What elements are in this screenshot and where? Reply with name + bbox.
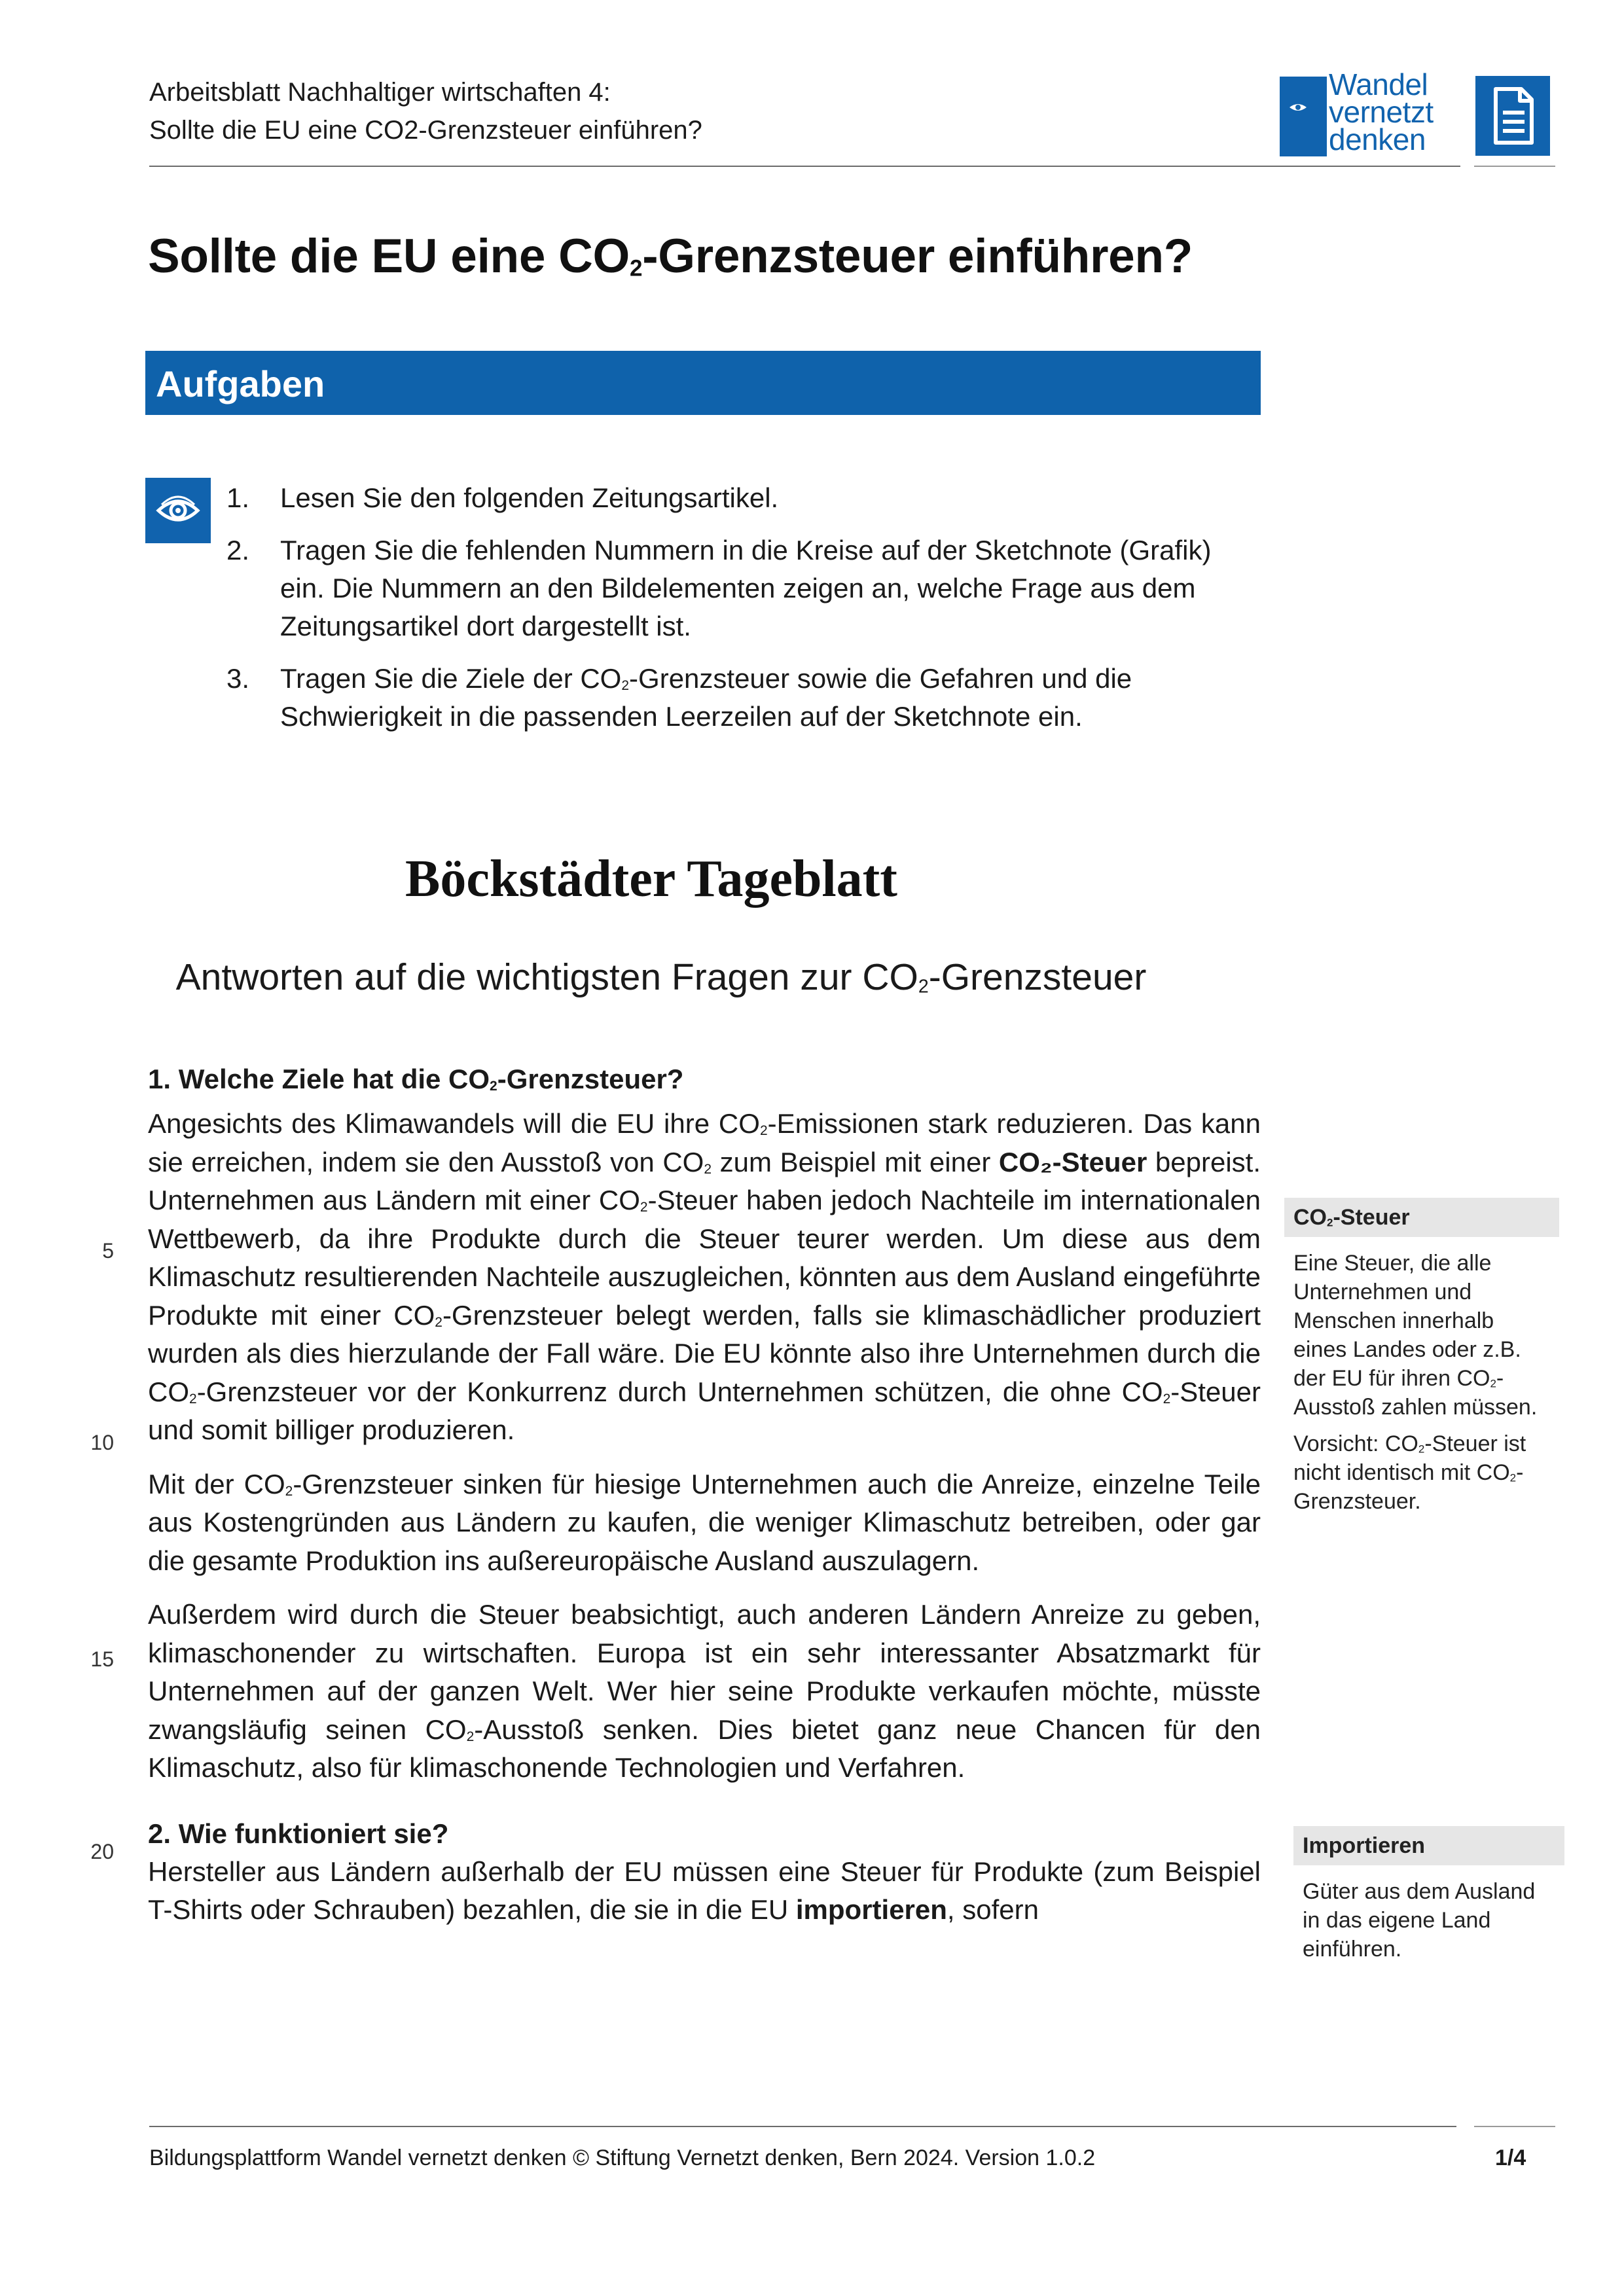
logo-word-3: denken bbox=[1329, 122, 1426, 156]
glossary-term: $CO_2$-Steuer bbox=[1284, 1198, 1559, 1237]
task-list bbox=[226, 479, 1248, 750]
tasks-heading-bar bbox=[145, 351, 1261, 415]
glossary-text: Güter aus dem Ausland in das eigene Land einführen. bbox=[1303, 1879, 1536, 1962]
header-rule bbox=[149, 166, 1460, 167]
line-number: 10 bbox=[90, 1431, 114, 1454]
header-rule-right bbox=[1474, 166, 1555, 167]
task-item bbox=[226, 531, 1248, 645]
task-text: Tragen Sie die fehlenden Nummern in die Kreise auf der Sketchnote (Grafik) ein. Die Nummern an den Bildelementen zeigen an, welche Frage aus dem Zeitungsartikel dort dargestellt ist. bbox=[280, 535, 1212, 641]
article-paragraph: Mit der $CO_2$-Grenzsteuer sinken für hiesige Unternehmen auch die Anreize, einzelne Teile aus Kostengründen aus Ländern zu kaufen, die weniger Klimaschutz betreiben, oder gar die gesamte Produktion ins außereuropäische Ausland auszulagern. bbox=[148, 1468, 1261, 1576]
page-number: 1/4 bbox=[1495, 2145, 1526, 2170]
page-title: Sollte die EU eine $CO_2$-Grenzsteuer einführen? bbox=[148, 230, 1193, 283]
glossary-definition bbox=[1293, 1865, 1564, 1964]
worksheet-header bbox=[149, 73, 702, 149]
header-line-1: Arbeitsblatt Nachhaltiger wirtschaften 4: bbox=[149, 78, 611, 107]
article-subtitle: Antworten auf die wichtigsten Fragen zur $CO_2$-Grenzsteuer bbox=[175, 956, 1147, 998]
line-number: 20 bbox=[90, 1840, 114, 1863]
logo-wordmark bbox=[1329, 67, 1434, 156]
newspaper-name: Böckstädter Tageblatt bbox=[405, 850, 897, 908]
task-number: 1. bbox=[226, 482, 250, 513]
header-line-2: Sollte die EU eine CO2-Grenzsteuer einführen? bbox=[149, 116, 702, 145]
line-number: 15 bbox=[90, 1647, 114, 1671]
task-text: Tragen Sie die Ziele der $CO_2$-Grenzsteuer sowie die Gefahren und die Schwierigkeit in die passenden Leerzeilen auf der Sketchnote ein. bbox=[280, 663, 1132, 732]
logo-word-1: Wandel bbox=[1329, 67, 1428, 101]
document-button[interactable] bbox=[1475, 76, 1550, 156]
eye-icon bbox=[145, 478, 211, 543]
glossary-text: Eine Steuer, die alle Unternehmen und Menschen innerhalb eines Landes oder z.B. der EU für ihren $CO_2$-Ausstoß zahlen müssen. bbox=[1293, 1251, 1538, 1420]
task-text: Lesen Sie den folgenden Zeitungsartikel. bbox=[280, 482, 779, 513]
task-item bbox=[226, 660, 1248, 736]
logo-mark bbox=[1280, 77, 1327, 156]
glossary-importieren bbox=[1293, 1826, 1564, 1971]
article-paragraph: Außerdem wird durch die Steuer beabsichtigt, auch anderen Ländern Anreize zu geben, klimaschonender zu wirtschaften. Europa ist ein sehr interessanter Absatzmarkt für Unternehmen auf der ganzen Welt. Wer hier seine Produkte verkaufen möchte, müsste zwangsläufig seinen $CO_2$-Ausstoß senken. Dies bietet ganz neue Chancen für den Klimaschutz, also für klimaschonende Technologien und Verfahren. bbox=[148, 1599, 1261, 1783]
article-paragraph: Angesichts des Klimawandels will die EU ihre $CO_2$-Emissionen stark reduzieren. Das kann sie erreichen, indem sie den Ausstoß von $CO_2$ zum Beispiel mit einer CO₂-Steuer bepreist. Unternehmen aus Ländern mit einer $CO_2$-Steuer haben jedoch Nachteile im internationalen Wettbewerb, da ihre Produkte durch die Steuer teurer werden. Um diese aus dem Klimaschutz resultierenden Nachteile auszugleichen, könnten aus dem Ausland eingeführte Produkte mit einer $CO_2$-Grenzsteuer belegt werden, falls sie klimaschädlicher produziert wurden als dies hierzulande der Fall wäre. Die EU könnte also ihre Unternehmen durch die $CO_2$-Grenzsteuer vor der Konkurrenz durch Unternehmen schützen, die ohne $CO_2$-Steuer und somit billiger produzieren. bbox=[148, 1108, 1261, 1445]
document-icon bbox=[1475, 76, 1550, 156]
glossary-co2-steuer bbox=[1284, 1198, 1559, 1524]
tasks-heading: Aufgaben bbox=[156, 363, 325, 404]
footer-rule bbox=[149, 2126, 1456, 2127]
glossary-definition bbox=[1284, 1237, 1559, 1516]
task-item bbox=[226, 479, 1248, 517]
task-number: 2. bbox=[226, 535, 250, 565]
task-number: 3. bbox=[226, 663, 250, 694]
line-number: 5 bbox=[102, 1239, 114, 1263]
article-body bbox=[148, 1060, 1261, 1945]
article-paragraph: Hersteller aus Ländern außerhalb der EU müssen eine Steuer für Produkte (zum Beispiel T-Shirts oder Schrauben) bezahlen, die sie in die EU importieren, sofern bbox=[148, 1856, 1261, 1925]
logo-word-2: vernetzt bbox=[1329, 95, 1434, 129]
logo-eye-icon bbox=[1289, 103, 1307, 112]
section-1-heading: 1. Welche Ziele hat die $CO_2$-Grenzsteuer? bbox=[148, 1064, 684, 1094]
footer-text: Bildungsplattform Wandel vernetzt denken © Stiftung Vernetzt denken, Bern 2024. Version 1.0.2 bbox=[149, 2145, 1096, 2170]
section-2-heading: 2. Wie funktioniert sie? bbox=[148, 1818, 449, 1849]
footer-rule-right bbox=[1474, 2126, 1555, 2127]
glossary-term: Importieren bbox=[1293, 1826, 1564, 1865]
glossary-text: Vorsicht: $CO_2$-Steuer ist nicht identisch mit $CO_2$-Grenzsteuer. bbox=[1293, 1431, 1526, 1514]
